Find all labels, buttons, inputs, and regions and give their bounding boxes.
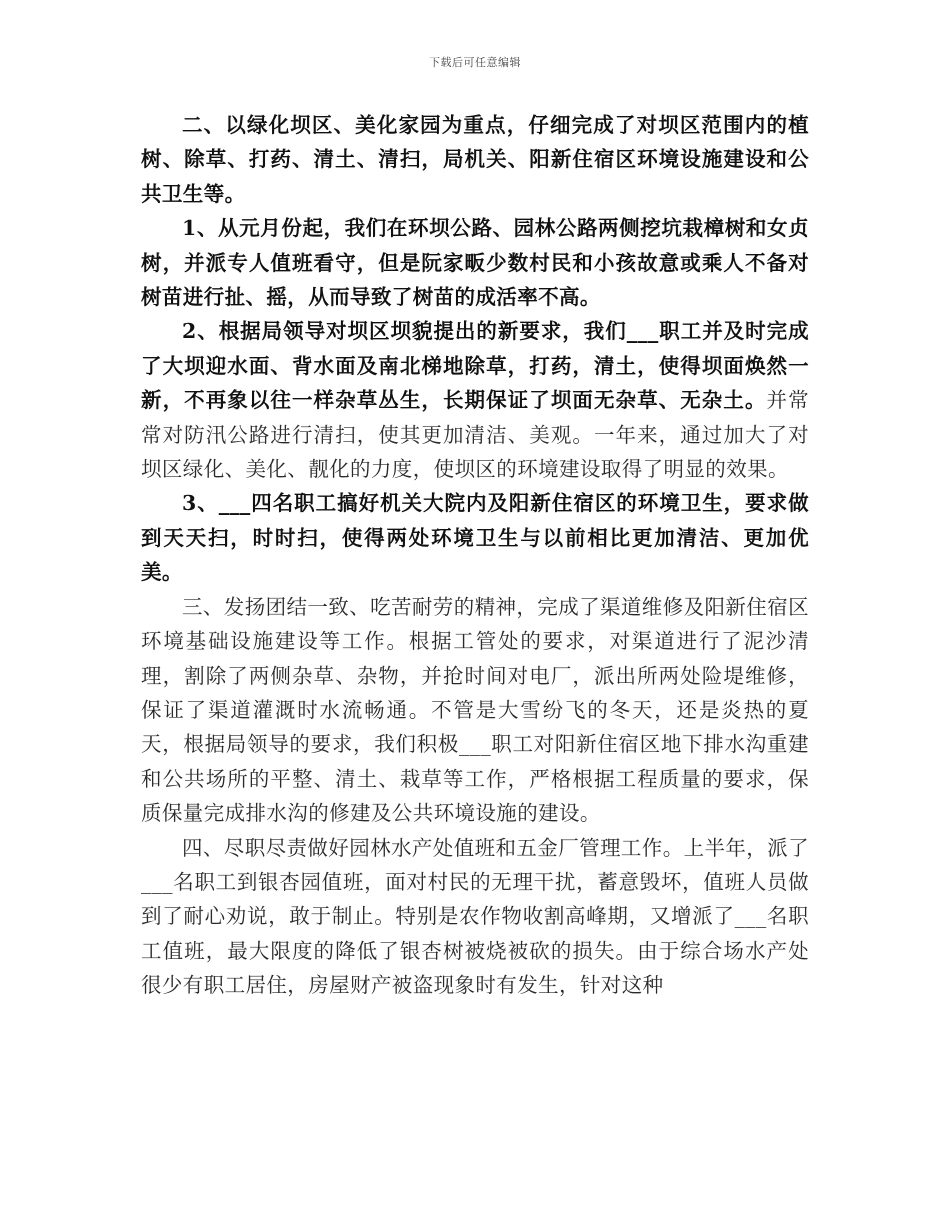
paragraph-item-2 xyxy=(141,314,809,486)
paragraph-item-1: 1、从元月份起，我们在环坝公路、园林公路两侧挖坑栽樟树和女贞树，并派专人值班看守，但是阮家畈少数村民和小孩故意或乘人不备对树苗进行扯、摇，从而导致了树苗的成活率不高。 xyxy=(141,216,809,310)
paragraph-item-2-bold-run: 2、根据局领导对坝区坝貌提出的新要求，我们___职工并及时完成了大坝迎水面、背水面及南北梯地除草，打药，清土，使得坝面焕然一新，不再象以往一样杂草丛生，长期保证了坝面无杂草、无杂土。 xyxy=(141,319,809,413)
paragraph-section-two: 二、以绿化坝区、美化家园为重点，仔细完成了对坝区范围内的植树、除草、打药、清土、清扫，局机关、阳新住宿区环境设施建设和公共卫生等。 xyxy=(141,113,809,206)
page-header: 下载后可任意编辑 xyxy=(429,56,521,69)
paragraph-section-three: 三、发扬团结一致、吃苦耐劳的精神，完成了渠道维修及阳新住宿区环境基础设施建设等工作。根据工管处的要求，对渠道进行了泥沙清理，割除了两侧杂草、杂物，并抢时间对电厂，派出所两处险堤维修，保证了渠道灌溉时水流畅通。不管是大雪纷飞的冬天，还是炎热的夏天，根据局领导的要求，我们积极___职工对阳新住宿区地下排水沟重建和公共场所的平整、清土、栽草等工作，严格根据工程质量的要求，保质保量完成排水沟的修建及公共环境设施的建设。 xyxy=(141,594,809,826)
paragraph-item-3: 3、___四名职工搞好机关大院内及阳新住宿区的环境卫生，要求做到天天扫，时时扫，使得两处环境卫生与以前相比更加清洁、更加优美。 xyxy=(141,491,809,585)
paragraph-item-2-normal-run: 并常常对防汛公路进行清扫，使其更加清洁、美观。一年来，通过加大了对坝区绿化、美化、靓化的力度，使坝区的环境建设取得了明显的效果。 xyxy=(141,388,809,482)
document-body xyxy=(141,108,809,1003)
paragraph-section-four: 四、尽职尽责做好园林水产处值班和五金厂管理工作。上半年，派了___名职工到银杏园值班，面对村民的无理干扰，蓄意毁坏，值班人员做到了耐心劝说，敢于制止。特别是农作物收割高峰期，又增派了___名职工值班，最大限度的降低了银杏树被烧被砍的损失。由于综合场水产处很少有职工居住，房屋财产被盗现象时有发生，针对这种 xyxy=(141,835,809,998)
